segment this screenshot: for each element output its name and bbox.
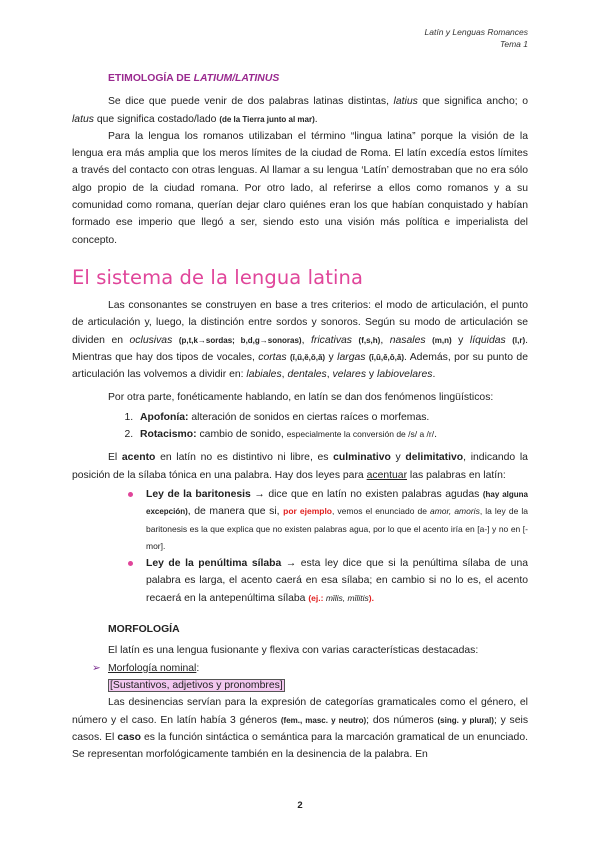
accent-laws-list	[72, 486, 528, 607]
list-item: Ley de la penúltima sílaba → esta ley dice que si la penúltima sílaba de una palabra es larga, el acento caerá en esa sílaba; en cambio si no lo es, el acento recaerá en la antepenúltima sílaba (ej.: mīlis, mīlitis).	[146, 555, 528, 607]
morfologia-nominal-item: ➢ Morfología nominal:	[72, 660, 528, 677]
morfologia-paragraph-1: El latín es una lengua fusionante y flexiva con varias características destacadas:	[108, 645, 479, 657]
list-item: 2. Rotacismo: cambio de sonido, especialmente la conversión de /s/ a /r/.	[136, 426, 528, 443]
highlighted-note: [Sustantivos, adjetivos y pronombres]	[110, 679, 283, 691]
sistema-paragraph-1: Las consonantes se construyen en base a tres criterios: el modo de articulación, el punto de articulación y, luego, la distinción entre sordos y sonoros. Según su modo de articulación se dividen en oclusivas (p,t,k→sordas; b,d,g→sonoras), fricativas (f,s,h), nasales (m,n) y líquidas (l,r). Mientras que hay dos tipos de vocales, cortas (ĭ,ŭ,ĕ,ŏ,ă) y largas (ī,ū,ē,ō,ā). Además, por su punto de articulación las volvemos a dividir en: labiales, dentales, velares y labiovelares.	[72, 299, 529, 381]
etimologia-paragraph-1: Se dice que puede venir de dos palabras latinas distintas, latius que significa ancho; o latus que significa costado/lado (de la Tierra junto al mar).	[72, 96, 528, 125]
morfologia-heading: MORFOLOGÍA	[108, 624, 180, 636]
page-number: 2	[297, 800, 303, 811]
phenomena-list	[72, 409, 528, 444]
page-header	[425, 26, 528, 50]
arrow-icon: ➢	[92, 662, 101, 674]
header-topic: Tema 1	[499, 39, 528, 49]
etimologia-heading: ETIMOLOGÍA DE LATIUM/LATINUS	[108, 73, 280, 84]
highlight-row	[72, 677, 528, 694]
section-title: El sistema de la lengua latina	[72, 265, 363, 289]
etimologia-paragraph-2: Para la lengua los romanos utilizaban el término “lingua latina” porque la visión de la lengua era más amplia que los meros límites de la ciudad de Roma. El latín excedía estos límites a través del contacto con otras lenguas. Al llamar a su lengua ‘Latín’ demostraban que no era sólo algo propio de la ciudad romana. Por otro lado, al referirse a ellos como romanos y a su comunidad como romana, querían dejar claro quiénes eran los que habían conquistado y habían formado ese imperio que llegó a ser, siendo esto una visión más política e imperialista del concepto.	[72, 130, 528, 246]
list-item: Ley de la baritonesis → dice que en latín no existen palabras agudas (hay alguna excepción), de manera que si, por ejemplo, vemos el enunciado de amor, amoris, la ley de la baritonesis es la que explica que no existen palabras agua, por lo que el acento iría en [a-] y no en [-mor].	[146, 486, 528, 555]
page-content	[72, 70, 528, 763]
acento-paragraph: El acento en latín no es distintivo ni libre, es culminativo y delimitativo, indicando la posición de la sílaba tónica en una palabra. Hay dos leyes para acentuar las palabras en latín:	[72, 452, 528, 481]
list-item: 1. Apofonía: alteración de sonidos en ciertas raíces o morfemas.	[136, 409, 528, 426]
header-course: Latín y Lenguas Romances	[424, 27, 528, 37]
sistema-paragraph-2: Por otra parte, fonéticamente hablando, en latín se dan dos fenómenos lingüísticos:	[108, 392, 494, 404]
morfologia-paragraph-2: Las desinencias servían para la expresión de categorías gramaticales como el género, el número y el caso. En latín había 3 géneros (fem., masc. y neutro); dos números (sing. y plural); y seis casos. El caso es la función sintáctica o semántica para la marcación gramatical de un enunciado. Se representan morfológicamente también en la desinencia de la palabra. En	[72, 697, 529, 761]
